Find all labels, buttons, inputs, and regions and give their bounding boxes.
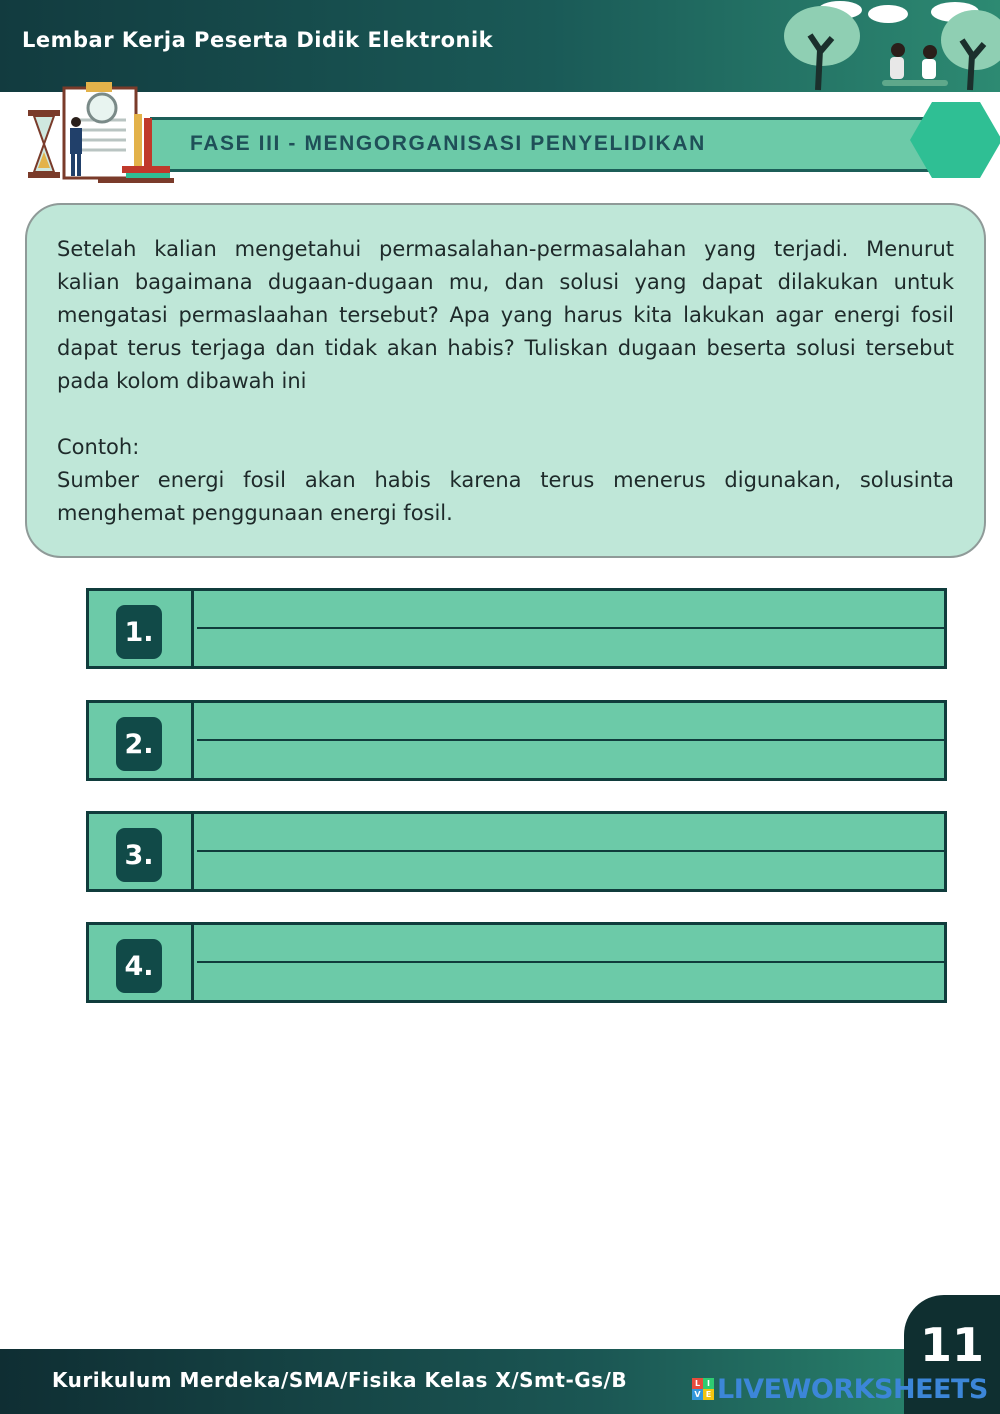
answer-input-line-1[interactable] xyxy=(197,925,944,963)
logo-grid-letter: L xyxy=(692,1378,703,1389)
header-title: Lembar Kerja Peserta Didik Elektronik xyxy=(22,28,494,52)
answer-number-cell xyxy=(89,591,194,666)
answer-input-line-2[interactable] xyxy=(197,629,944,666)
hexagon-decoration xyxy=(910,100,1000,180)
logo-grid-letter: V xyxy=(692,1389,703,1400)
answer-row-3 xyxy=(86,811,947,892)
clipboard-books-icon xyxy=(26,80,176,184)
liveworksheets-grid-icon xyxy=(692,1378,714,1400)
answer-number-badge: 2. xyxy=(116,717,162,771)
liveworksheets-logo[interactable] xyxy=(692,1372,988,1406)
liveworksheets-logo-text: LIVEWORKSHEETS xyxy=(717,1373,988,1405)
answer-input-line-2[interactable] xyxy=(197,852,944,889)
answer-row-4 xyxy=(86,922,947,1003)
answer-number-badge: 3. xyxy=(116,828,162,882)
answer-row-2 xyxy=(86,700,947,781)
answer-number-cell xyxy=(89,814,194,889)
phase-banner xyxy=(150,117,940,172)
answer-row-1 xyxy=(86,588,947,669)
phase-title: FASE III - MENGORGANISASI PENYELIDIKAN xyxy=(190,132,706,155)
example-label: Contoh: xyxy=(57,435,140,459)
answer-input-line-1[interactable] xyxy=(197,591,944,629)
page-number: 11 xyxy=(920,1318,985,1372)
answer-input-line-2[interactable] xyxy=(197,963,944,1000)
header-bar xyxy=(0,0,1000,92)
instruction-paragraph: Setelah kalian mengetahui permasalahan-permasalahan yang terjadi. Menurut kalian bagaimana dugaan-dugaan mu, dan solusi yang dapat dilakukan untuk mengatasi permaslaahan tersebut? Apa yang harus kita lakukan agar energi fosil dapat terus terjaga dan tidak akan habis? Tuliskan dugaan beserta solusi tersebut pada kolom dibawah ini xyxy=(57,237,954,393)
instruction-box xyxy=(25,203,986,558)
answer-number-cell xyxy=(89,703,194,778)
answer-input-line-1[interactable] xyxy=(197,814,944,852)
answer-input-line-1[interactable] xyxy=(197,703,944,741)
answer-input-line-2[interactable] xyxy=(197,741,944,778)
answer-number-badge: 4. xyxy=(116,939,162,993)
answer-number-cell xyxy=(89,925,194,1000)
logo-grid-letter: I xyxy=(703,1378,714,1389)
example-text: Sumber energi fosil akan habis karena terus menerus digunakan, solusinta menghemat penggunaan energi fosil. xyxy=(57,468,954,525)
footer-curriculum-text: Kurikulum Merdeka/SMA/Fisika Kelas X/Smt-Gs/B xyxy=(52,1368,628,1392)
trees-and-children-illustration xyxy=(770,0,1000,92)
logo-grid-letter: E xyxy=(703,1389,714,1400)
answer-number-badge: 1. xyxy=(116,605,162,659)
